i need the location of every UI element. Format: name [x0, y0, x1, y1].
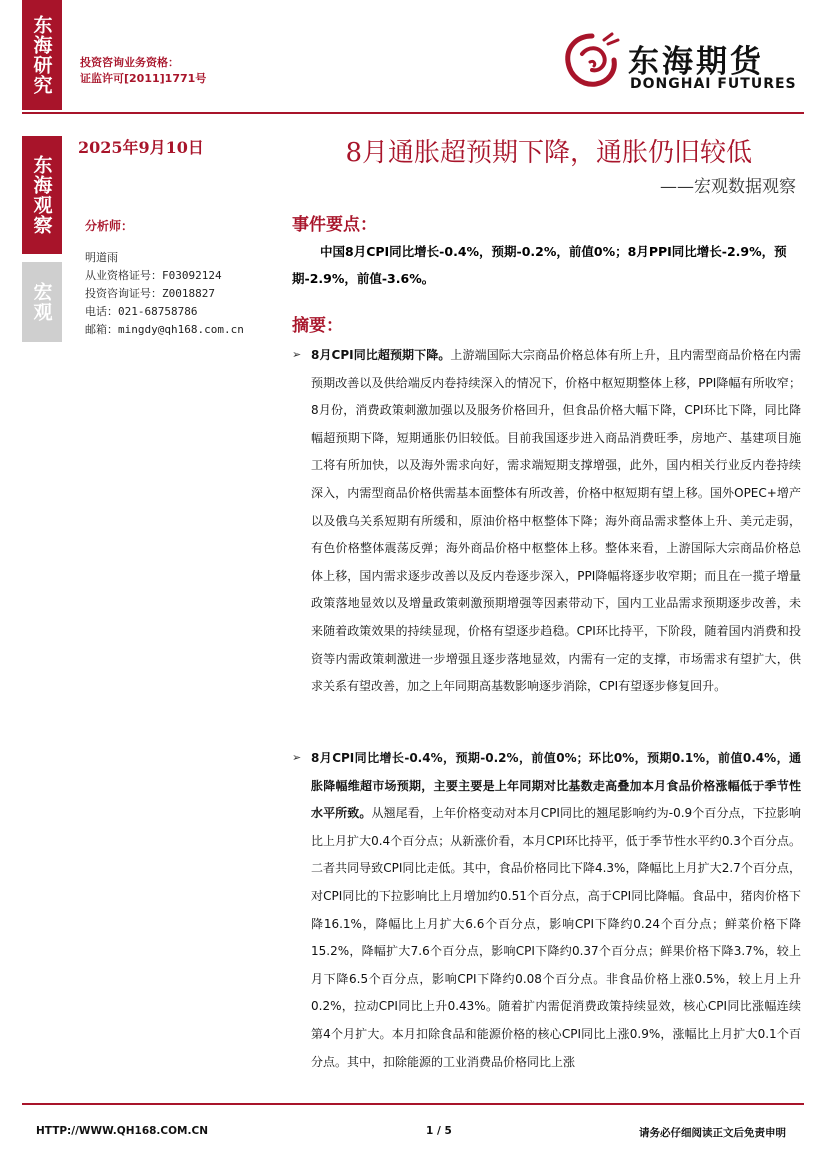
report-title: 8月通胀超预期下降，通胀仍旧较低	[345, 138, 752, 168]
summary-paragraph-2	[311, 745, 801, 1076]
analyst-advisory-license: 投资咨询证号：Z0018827	[85, 287, 215, 300]
sidebar-tab-research	[22, 0, 62, 110]
header-divider	[22, 112, 804, 114]
summary-paragraph-2-body: 从翘尾看，上年价格变动对本月CPI同比的翘尾影响约为-0.9个百分点，下拉影响比上月扩大0.4个百分点；从新涨价看，本月CPI环比持平，低于季节性水平约0.3个百分点。二者共同导致CPI同比走低。其中，食品价格同比下降4.3%，降幅比上月扩大2.7个百分点，对CPI同比的下拉影响比上月增加约0.51个百分点，高于CPI同比降幅。食品中，猪肉价格下降16.1%，降幅比上月扩大6.6个百分点，影响CPI下降约0.24个百分点；鲜菜价格下降15.2%，降幅扩大7.6个百分点，影响CPI下降约0.37个百分点；鲜果价格下降3.7%，较上月下降6.5个百分点，影响CPI下降约0.08个百分点。非食品价格上涨0.5%，较上月上升0.2%，拉动CPI同比上升0.43%。随着扩内需促消费政策持续显效，核心CPI同比涨幅连续第4个月扩大。本月扣除食品和能源价格的核心CPI同比上涨0.9%，涨幅比上月扩大0.1个百分点。其中，扣除能源的工业消费品价格同比上涨	[311, 806, 801, 1069]
report-subtitle: ——宏观数据观察	[660, 177, 796, 197]
summary-paragraph-1	[311, 342, 801, 701]
sidebar-tab-observation	[22, 136, 62, 254]
company-logo	[560, 26, 810, 106]
bullet-icon: ➢	[292, 348, 302, 361]
sidebar-tab-observation-label: 东海观察	[30, 155, 53, 235]
summary-heading: 摘要：	[292, 316, 343, 336]
analyst-info	[85, 249, 244, 339]
dragon-logo-icon	[560, 30, 624, 94]
footer-url[interactable]: HTTP://WWW.QH168.COM.CN	[36, 1125, 208, 1137]
summary-paragraph-1-lead: 8月CPI同比超预期下降。	[311, 348, 451, 362]
qualification-line-2: 证监许可[2011]1771号	[80, 72, 207, 85]
report-date: 2025年9月10日	[78, 138, 204, 157]
page-number: 1 / 5	[426, 1125, 452, 1137]
qualification-line-1: 投资咨询业务资格：	[80, 56, 179, 69]
summary-paragraph-1-body: 上游端国际大宗商品价格总体有所上升，且内需型商品价格在内需预期改善以及供给端反内卷持续深入的情况下，价格中枢短期整体上移，PPI降幅有所收窄；8月份，消费政策刺激加强以及服务价格回升，但食品价格大幅下降，CPI环比下降，同比降幅超预期下降，短期通胀仍旧较低。目前我国逐步进入商品消费旺季，房地产、基建项目施工将有所加快，以及海外需求向好，需求端短期支撑增强，此外，国内相关行业反内卷持续深入，内需型商品价格供需基本面整体有所改善，价格中枢短期有望上移。国外OPEC+增产以及俄乌关系短期有所缓和，原油价格中枢整体下降；海外商品需求整体上升、美元走弱，有色价格整体震荡反弹；海外商品价格中枢整体上移。整体来看，上游国际大宗商品价格总体上移，国内需求逐步改善以及反内卷逐步深入，PPI降幅将逐步收窄期；而且在一揽子增量政策落地显效以及增量政策刺激预期增强等因素带动下，国内工业品需求预期逐步改善，未来随着政策效果的持续显现，价格有望逐步趋稳。CPI环比持平，下阶段，随着国内消费和投资等内需政策刺激进一步增强且逐步落地显效，内需有一定的支撑，市场需求有望扩大，供求关系有望改善，加之上年同期高基数影响逐步消除，CPI有望逐步修复回升。	[311, 348, 801, 694]
analyst-label: 分析师：	[85, 219, 134, 233]
sidebar-tab-macro-label: 宏观	[30, 282, 53, 322]
footer-divider	[22, 1103, 804, 1105]
summary-paragraph-2-lead: 8月CPI同比增长-0.4%，预期-0.2%，前值0%；环比0%，预期0.1%，前值0.4%，通胀降幅维超市场预期，主要主要是上年同期对比基数走高叠加本月食品价格涨幅低于季节性水平所致。	[311, 751, 801, 821]
logo-english-name: DONGHAI FUTURES	[630, 76, 797, 92]
sidebar-tab-macro	[22, 262, 62, 342]
key-points-text: 中国8月CPI同比增长-0.4%，预期-0.2%，前值0%；8月PPI同比增长-2.9%，预期-2.9%，前值-3.6%。	[292, 244, 787, 286]
analyst-license: 从业资格证号：F03092124	[85, 269, 222, 282]
key-points-heading: 事件要点：	[292, 215, 377, 235]
analyst-email: 邮箱：mingdy@qh168.com.cn	[85, 323, 244, 336]
analyst-name: 明道雨	[85, 251, 118, 264]
analyst-phone: 电话：021-68758786	[85, 305, 198, 318]
footer-disclaimer: 请务必仔细阅读正文后免责申明	[639, 1127, 786, 1139]
bullet-icon: ➢	[292, 751, 302, 764]
logo-chinese-name: 东海期货	[628, 44, 764, 80]
sidebar-tab-research-label: 东海研究	[30, 15, 53, 95]
